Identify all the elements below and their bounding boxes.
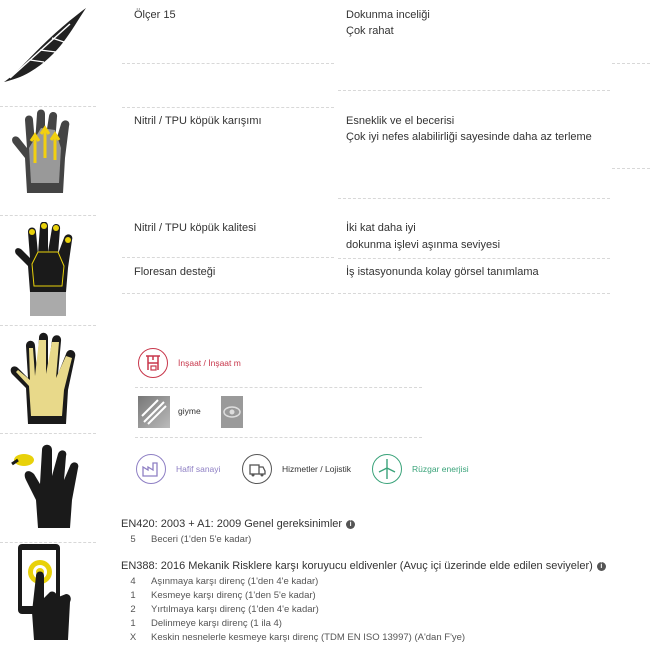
foam-glove-icon <box>6 330 86 428</box>
en420-value: 5 <box>130 534 136 545</box>
eye-icon <box>221 396 243 428</box>
divider <box>338 293 610 294</box>
en420-title-text: EN420: 2003 + A1: 2009 Genel gereksinimler <box>121 518 343 530</box>
en388-title-text: EN388: 2016 Mekanik Risklere karşı koruyucu eldivenler (Avuç içi üzerinde elde edilen seviyeler) <box>121 560 593 572</box>
en388-value: 4 <box>130 576 136 587</box>
breathable-glove-icon <box>5 108 85 198</box>
divider <box>338 90 610 91</box>
feature-benefit-line: dokunma işlevi aşınma seviyesi <box>346 239 501 251</box>
feature-material: Nitril / TPU köpük karışımı <box>134 115 262 127</box>
feature-material: Ölçer 15 <box>134 9 176 21</box>
sector-label: Hafif sanayi <box>176 464 221 474</box>
en388-value: 2 <box>130 604 136 615</box>
divider <box>338 198 610 199</box>
wind-turbine-icon <box>372 454 402 484</box>
feature-material: Floresan desteği <box>134 266 216 278</box>
sector-label: İnşaat / İnşaat m <box>178 358 241 368</box>
en388-value: X <box>129 632 137 643</box>
divider <box>135 437 422 438</box>
en388-label: Kesmeye karşı direnç (1'den 5'e kadar) <box>151 590 316 601</box>
en388-label: Yırtılmaya karşı direnç (1'den 4'e kadar) <box>151 604 319 615</box>
divider <box>0 542 96 543</box>
divider <box>135 387 422 388</box>
en388-label: Keskin nesnelerle kesmeye karşı direnç (TDM EN ISO 13997) (A'dan F'ye) <box>151 632 466 643</box>
feature-material: Nitril / TPU köpük kalitesi <box>134 222 257 234</box>
en388-value: 1 <box>130 590 136 601</box>
divider <box>122 293 334 294</box>
divider <box>0 433 96 434</box>
fingertip-glove-icon <box>8 440 88 532</box>
feather-icon <box>0 2 90 92</box>
info-icon[interactable]: i <box>346 520 355 529</box>
info-icon[interactable]: i <box>597 562 606 571</box>
sector-label: Rüzgar enerjisi <box>412 464 469 474</box>
clothing-icon <box>138 396 170 428</box>
divider <box>338 258 610 259</box>
feature-benefit-line: İş istasyonunda kolay görsel tanımlama <box>346 266 539 278</box>
feature-benefit-line: Çok iyi nefes alabilirliği sayesinde daha az terleme <box>346 131 592 143</box>
sector-label: giyme <box>178 406 201 416</box>
divider <box>0 106 96 107</box>
divider <box>0 215 96 216</box>
feature-benefit-line: Çok rahat <box>346 25 394 37</box>
divider <box>612 63 650 64</box>
en388-title <box>121 560 606 572</box>
en420-label: Beceri (1'den 5'e kadar) <box>151 534 252 545</box>
feature-benefit-line: Dokunma inceliği <box>346 9 430 21</box>
divider <box>122 63 334 64</box>
construction-icon <box>138 348 168 378</box>
feature-benefit-line: Esneklik ve el becerisi <box>346 115 455 127</box>
divider <box>0 325 96 326</box>
touchscreen-icon <box>10 542 85 642</box>
factory-icon <box>136 454 166 484</box>
en388-label: Aşınmaya karşı direnç (1'den 4'e kadar) <box>151 576 319 587</box>
en388-label: Delinmeye karşı direnç (1 ila 4) <box>151 618 282 629</box>
divider <box>612 168 650 169</box>
en388-value: 1 <box>130 618 136 629</box>
divider <box>122 107 334 108</box>
feature-benefit-line: İki kat daha iyi <box>346 222 416 234</box>
en420-title <box>121 518 355 530</box>
logistics-icon <box>242 454 272 484</box>
divider <box>122 257 334 258</box>
sector-label: Hizmetler / Lojistik <box>282 464 351 474</box>
yellow-palm-glove-icon <box>12 222 82 320</box>
